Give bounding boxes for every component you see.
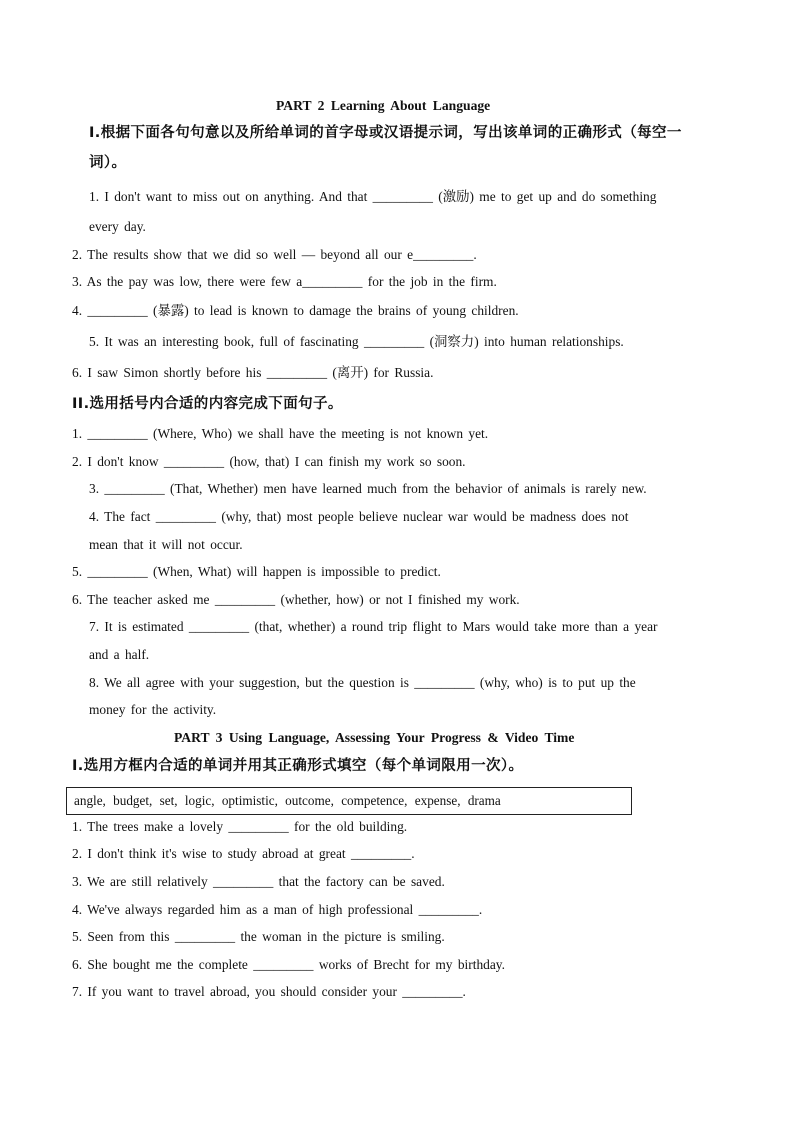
exercise-line: 7. If you want to travel abroad, you should consider your _________. [72, 984, 466, 999]
exercise-line: 1. _________ (Where, Who) we shall have the meeting is not known yet. [72, 426, 489, 441]
exercise-line: 6. She bought me the complete _________ works of Brecht for my birthday. [72, 957, 505, 972]
part2-title: PART 2 Learning About Language [276, 98, 491, 113]
exercise-line: and a half. [89, 647, 150, 662]
exercise-line: 8. We all agree with your suggestion, but the question is _________ (why, who) is to put up the [89, 675, 636, 690]
exercise-line: every day. [89, 219, 146, 234]
exercise-line: 1. The trees make a lovely _________ for the old building. [72, 819, 408, 834]
part2-section1-heading-line1: I.根据下面各句句意以及所给单词的首字母或汉语提示词，写出该单词的正确形式（每空一 [89, 125, 682, 141]
exercise-line: 3. We are still relatively _________ that the factory can be saved. [72, 874, 445, 889]
exercise-line: 4. The fact _________ (why, that) most people believe nuclear war would be madness does not [89, 509, 629, 524]
exercise-line: 7. It is estimated _________ (that, whether) a round trip flight to Mars would take more than a year [89, 619, 658, 634]
exercise-line: 5. Seen from this _________ the woman in the picture is smiling. [72, 929, 445, 944]
exercise-line: 3. _________ (That, Whether) men have learned much from the behavior of animals is rarely new. [89, 481, 647, 496]
exercise-line: 2. I don't know _________ (how, that) I can finish my work so soon. [72, 454, 466, 469]
part2-section2-heading: II.选用括号内合适的内容完成下面句子。 [72, 396, 343, 412]
exercise-line: 2. I don't think it's wise to study abroad at great _________. [72, 846, 415, 861]
exercise-line: 4. We've always regarded him as a man of high professional _________. [72, 902, 483, 917]
exercise-line: 5. _________ (When, What) will happen is impossible to predict. [72, 564, 441, 579]
exercise-line: money for the activity. [89, 702, 217, 717]
part3-title: PART 3 Using Language, Assessing Your Progress & Video Time [174, 730, 575, 745]
part2-section1-heading-line2: 词）。 [89, 155, 127, 171]
word-box [66, 787, 632, 815]
word-box-words: angle, budget, set, logic, optimistic, outcome, competence, expense, drama [74, 793, 501, 808]
exercise-line: 1. I don't want to miss out on anything. And that _________ (激励) me to get up and do something [89, 189, 657, 204]
exercise-line: 3. As the pay was low, there were few a_________ for the job in the firm. [72, 274, 497, 289]
exercise-line: 6. The teacher asked me _________ (whether, how) or not I finished my work. [72, 592, 520, 607]
exercise-line: mean that it will not occur. [89, 537, 243, 552]
exercise-line: 4. _________ (暴露) to lead is known to damage the brains of young children. [72, 303, 519, 318]
exercise-line: 5. It was an interesting book, full of fascinating _________ (洞察力) into human relationships. [89, 334, 624, 349]
exercise-line: 6. I saw Simon shortly before his _________ (离开) for Russia. [72, 365, 434, 380]
part3-section1-heading: I.选用方框内合适的单词并用其正确形式填空（每个单词限用一次）。 [72, 758, 524, 774]
exercise-line: 2. The results show that we did so well — beyond all our e_________. [72, 247, 477, 262]
